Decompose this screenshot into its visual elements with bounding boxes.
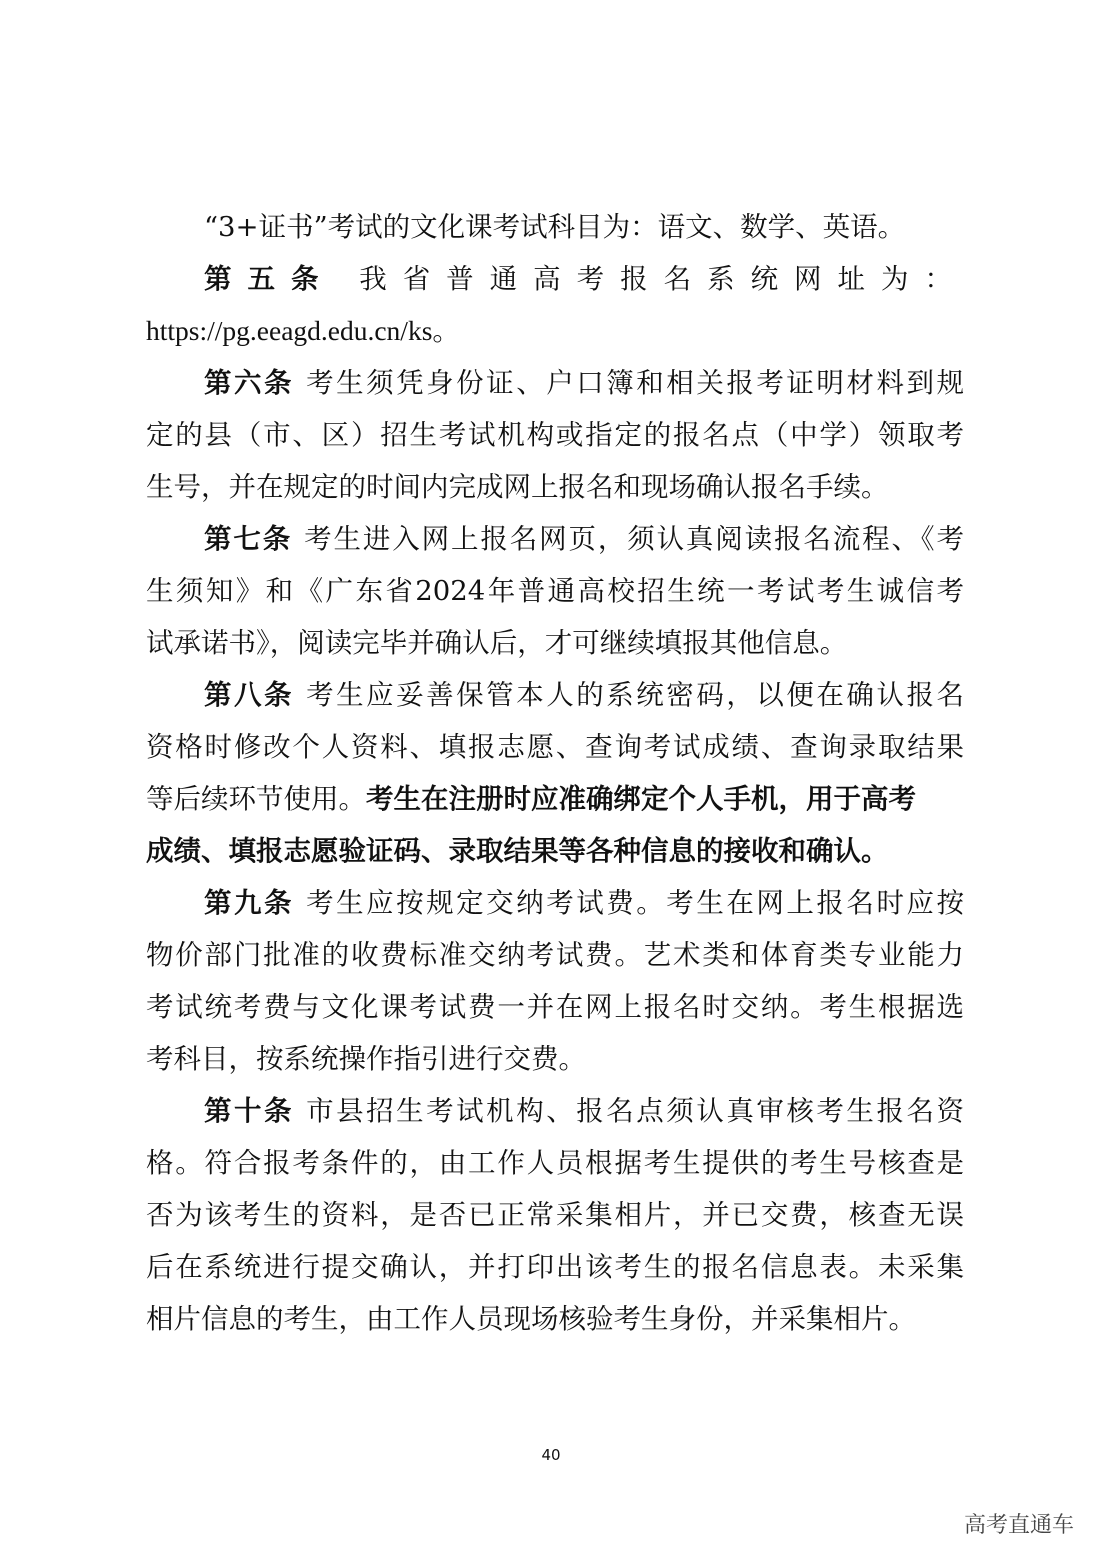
article-8-label: 第八条	[204, 679, 295, 711]
article-5-label: 第五条	[204, 263, 335, 295]
article-7-line-1: 第七条 考生进入网上报名网页，须认真阅读报名流程、《考	[204, 523, 964, 555]
article-8-line-2: 资格时修改个人资料、填报志愿、查询考试成绩、查询录取结果	[146, 731, 964, 763]
article-10-line-5: 相片信息的考生，由工作人员现场核验考生身份，并采集相片。	[146, 1303, 916, 1335]
article-6-label: 第六条	[204, 367, 295, 399]
article-8-line-3: 等后续环节使用。考生在注册时应准确绑定个人手机，用于高考	[146, 783, 916, 815]
article-10-label: 第十条	[204, 1095, 295, 1127]
article-6-line-3: 生号，并在规定的时间内完成网上报名和现场确认报名手续。	[146, 471, 889, 503]
article-10-line-3: 否为该考生的资料，是否已正常采集相片，并已交费，核查无误	[146, 1199, 964, 1231]
article-7-label: 第七条	[204, 523, 293, 555]
article-6-line-1: 第六条 考生须凭身份证、户口簿和相关报考证明材料到规	[204, 367, 964, 399]
article-10-line-4: 后在系统进行提交确认，并打印出该考生的报名信息表。未采集	[146, 1251, 964, 1283]
article-5-text: 我省普通高考报名系统网址为：	[359, 263, 964, 295]
article-9-label: 第九条	[204, 887, 295, 919]
article-10-line-2: 格。符合报考条件的，由工作人员根据考生提供的考生号核查是	[146, 1147, 964, 1179]
page-number: 40	[541, 1446, 561, 1464]
watermark: 高考直通车	[963, 1513, 1074, 1538]
article-6-line-2: 定的县（市、区）招生考试机构或指定的报名点（中学）领取考	[146, 419, 964, 451]
article-10-line-1: 第十条 市县招生考试机构、报名点须认真审核考生报名资	[204, 1095, 964, 1127]
article-9-line-4: 考科目，按系统操作指引进行交费。	[146, 1043, 586, 1075]
intro-line: “3+证书”考试的文化课考试科目为：语文、数学、英语。	[204, 211, 906, 243]
article-8-line-4: 成绩、填报志愿验证码、录取结果等各种信息的接收和确认。	[146, 835, 889, 867]
article-8-emphasis: 考生在注册时应准确绑定个人手机，用于高考	[366, 783, 916, 815]
article-5-url: https://pg.eeagd.edu.cn/ks。	[146, 315, 460, 346]
article-5-line-1	[204, 253, 964, 305]
article-9-line-1: 第九条 考生应按规定交纳考试费。考生在网上报名时应按	[204, 887, 964, 919]
article-7-line-3: 试承诺书》，阅读完毕并确认后，才可继续填报其他信息。	[146, 627, 848, 659]
article-9-line-2: 物价部门批准的收费标准交纳考试费。艺术类和体育类专业能力	[146, 939, 964, 971]
article-7-line-2: 生须知》和《广东省2024年普通高校招生统一考试考生诚信考	[146, 575, 964, 607]
article-8-line-1: 第八条 考生应妥善保管本人的系统密码，以便在确认报名	[204, 679, 964, 711]
article-9-line-3: 考试统考费与文化课考试费一并在网上报名时交纳。考生根据选	[146, 991, 964, 1023]
